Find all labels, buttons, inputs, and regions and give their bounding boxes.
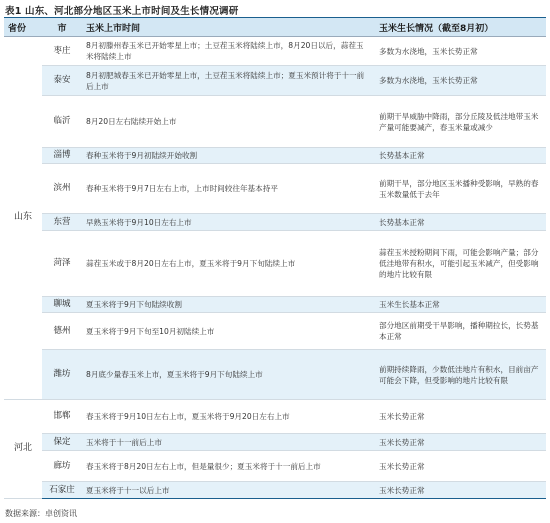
city-cell: 滨州 — [42, 164, 82, 214]
header-growth: 玉米生长情况（截至8月初） — [375, 18, 546, 37]
table-row — [4, 350, 546, 400]
table-row — [4, 214, 546, 231]
time-cell: 8月初肥城春玉米已开始零星上市，土豆茬玉米将陆续上市；夏玉米预计将于十一前后上市 — [82, 66, 375, 96]
time-cell: 8月20日左右陆续开始上市 — [82, 96, 375, 148]
growth-cell: 玉米长势正常 — [375, 434, 546, 451]
growth-cell: 部分地区前期受干旱影响，播种期拉长，长势基本正常 — [375, 313, 546, 350]
table-row — [4, 451, 546, 482]
province-cell: 山东 — [4, 37, 42, 400]
time-cell: 春种玉米将于9月7日左右上市，上市时间较往年基本持平 — [82, 164, 375, 214]
growth-cell: 蒜茬玉米授粉期间下雨，可能会影响产量；部分低洼地带有积水，可能引起玉米减产，但受影响的地片比较有限 — [375, 231, 546, 297]
table-row — [4, 96, 546, 148]
time-cell: 夏玉米将于十一以后上市 — [82, 482, 375, 499]
growth-cell: 前期持续降雨，少数低洼地片有积水，目前亩产可能会下降，但受影响的地片比较有限 — [375, 350, 546, 400]
city-cell: 保定 — [42, 434, 82, 451]
growth-cell: 玉米生长基本正常 — [375, 297, 546, 313]
table-row — [4, 400, 546, 434]
time-cell: 夏玉米将于9月下旬至10月初陆续上市 — [82, 313, 375, 350]
city-cell: 德州 — [42, 313, 82, 350]
growth-cell: 玉米长势正常 — [375, 451, 546, 482]
table-title: 表1 山东、河北部分地区玉米上市时间及生长情况调研 — [5, 6, 239, 17]
table-row — [4, 164, 546, 214]
growth-cell: 多数为水浇地，玉米长势正常 — [375, 66, 546, 96]
time-cell: 春玉米将于9月10日左右上市，夏玉米将于9月20日左右上市 — [82, 400, 375, 434]
time-cell: 玉米将于十一前后上市 — [82, 434, 375, 451]
time-cell: 8月底少量春玉米上市，夏玉米将于9月下旬陆续上市 — [82, 350, 375, 400]
growth-cell: 长势基本正常 — [375, 214, 546, 231]
growth-cell: 前期干旱威胁中降雨，部分丘陵及低洼地带玉米产量可能要减产，春玉米量或减少 — [375, 96, 546, 148]
growth-cell: 玉米长势正常 — [375, 400, 546, 434]
header-time: 玉米上市时间 — [82, 18, 375, 37]
time-cell: 春玉米将于8月20日左右上市，但是量很少；夏玉米将于十一前后上市 — [82, 451, 375, 482]
header-city: 市 — [42, 18, 82, 37]
table-row — [4, 434, 546, 451]
table-row — [4, 297, 546, 313]
city-cell: 泰安 — [42, 66, 82, 96]
time-cell: 早熟玉米将于9月10日左右上市 — [82, 214, 375, 231]
table-row — [4, 66, 546, 96]
table-row — [4, 313, 546, 350]
city-cell: 廊坊 — [42, 451, 82, 482]
table-row — [4, 37, 546, 66]
city-cell: 聊城 — [42, 297, 82, 313]
city-cell: 枣庄 — [42, 37, 82, 66]
data-source: 数据来源：卓创资讯 — [5, 509, 77, 518]
header-row — [4, 18, 546, 37]
city-cell: 临沂 — [42, 96, 82, 148]
city-cell: 东营 — [42, 214, 82, 231]
time-cell: 蒜茬玉米或于8月20日左右上市，夏玉米将于9月下旬陆续上市 — [82, 231, 375, 297]
city-cell: 淄博 — [42, 148, 82, 164]
table-row — [4, 482, 546, 499]
city-cell: 菏泽 — [42, 231, 82, 297]
city-cell: 石家庄 — [42, 482, 82, 499]
corn-table — [4, 17, 546, 499]
city-cell: 潍坊 — [42, 350, 82, 400]
province-cell: 河北 — [4, 400, 42, 499]
time-cell: 春种玉米将于9月初陆续开始收割 — [82, 148, 375, 164]
time-cell: 夏玉米将于9月下旬陆续收割 — [82, 297, 375, 313]
header-province: 省份 — [4, 18, 42, 37]
city-cell: 邯郸 — [42, 400, 82, 434]
table-row — [4, 231, 546, 297]
growth-cell: 前期干旱，部分地区玉米播种受影响，早熟的春玉米数量低于去年 — [375, 164, 546, 214]
time-cell: 8月初滕州春玉米已开始零星上市；土豆茬玉米将陆续上市，8月20日以后，蒜茬玉米将陆续上市 — [82, 37, 375, 66]
growth-cell: 多数为水浇地，玉米长势正常 — [375, 37, 546, 66]
table-row — [4, 148, 546, 164]
growth-cell: 长势基本正常 — [375, 148, 546, 164]
growth-cell: 玉米长势正常 — [375, 482, 546, 499]
